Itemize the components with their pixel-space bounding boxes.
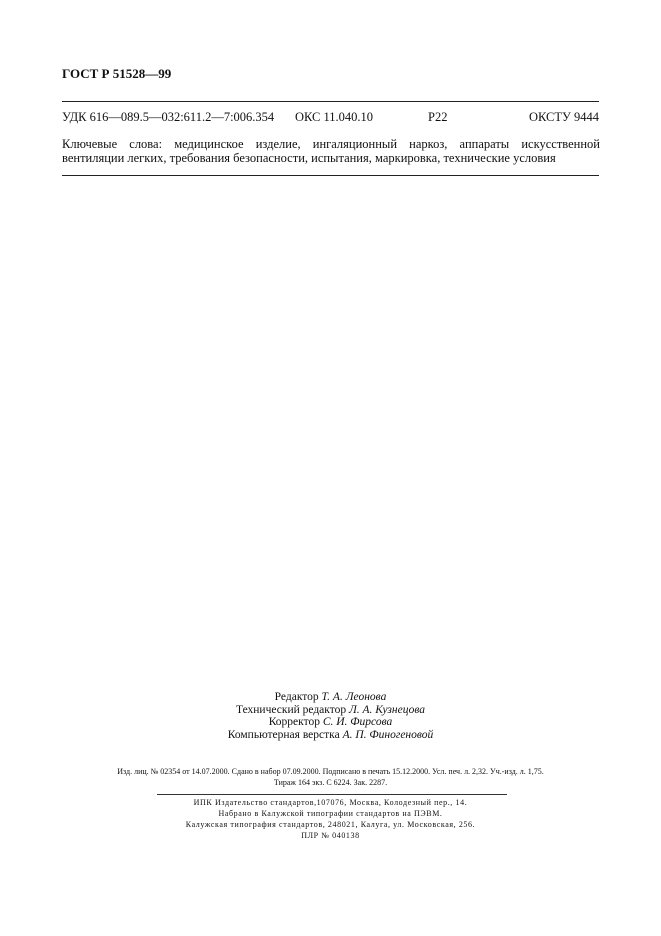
classification-row — [62, 110, 599, 128]
publication-line: Тираж 164 экз. С 6224. Зак. 2287. — [273, 778, 388, 787]
printing-line: Калужская типография стандартов, 248021, Калуга, ул. Московская, 256. — [185, 820, 476, 829]
udk-code: УДК 616—089.5—032:611.2—7:006.354 — [62, 110, 275, 124]
printing-line: ПЛР № 040138 — [301, 831, 360, 840]
publication-line: Изд. лиц. № 02354 от 14.07.2000. Сдано в набор 07.09.2000. Подписано в печать 15.12.2000. Усл. печ. л. 2,32. Уч.-изд. л. 1,75. — [117, 767, 544, 776]
credit-role: Редактор — [274, 691, 319, 703]
credit-name: А. П. Финогеновой — [342, 728, 434, 741]
printing-info — [0, 797, 661, 841]
credit-tech-editor — [0, 704, 661, 717]
printing-line: Набрано в Калужской типографии стандартов на ПЭВМ. — [218, 809, 443, 818]
top-divider — [62, 101, 599, 102]
imprint-divider — [157, 794, 507, 795]
credits-block — [0, 691, 661, 741]
group-code: Р22 — [428, 110, 448, 124]
credit-name: Л. А. Кузнецова — [348, 703, 425, 716]
printing-line: ИПК Издательство стандартов,107076, Москва, Колодезный пер., 14. — [193, 798, 468, 807]
credit-layout — [0, 729, 661, 742]
oks-code: ОКС 11.040.10 — [295, 110, 374, 124]
credit-proofreader — [0, 716, 661, 729]
keywords-divider — [62, 175, 599, 176]
publication-info — [0, 766, 661, 788]
credit-name: Т. А. Леонова — [321, 691, 387, 703]
keywords-text: Ключевые слова: медицинское изделие, ингаляционный наркоз, аппараты искусственной вентиляции легких, требования безопасности, испытания, маркировка, технические условия — [62, 137, 600, 165]
okstu-code: ОКСТУ 9444 — [528, 110, 599, 124]
credit-name: С. И. Фирсова — [322, 716, 393, 728]
credit-role: Технический редактор — [235, 703, 347, 716]
credit-role: Компьютерная верстка — [227, 728, 340, 741]
standard-code: ГОСТ Р 51528—99 — [62, 66, 172, 81]
credit-role: Корректор — [268, 716, 320, 728]
credit-editor — [0, 691, 661, 704]
